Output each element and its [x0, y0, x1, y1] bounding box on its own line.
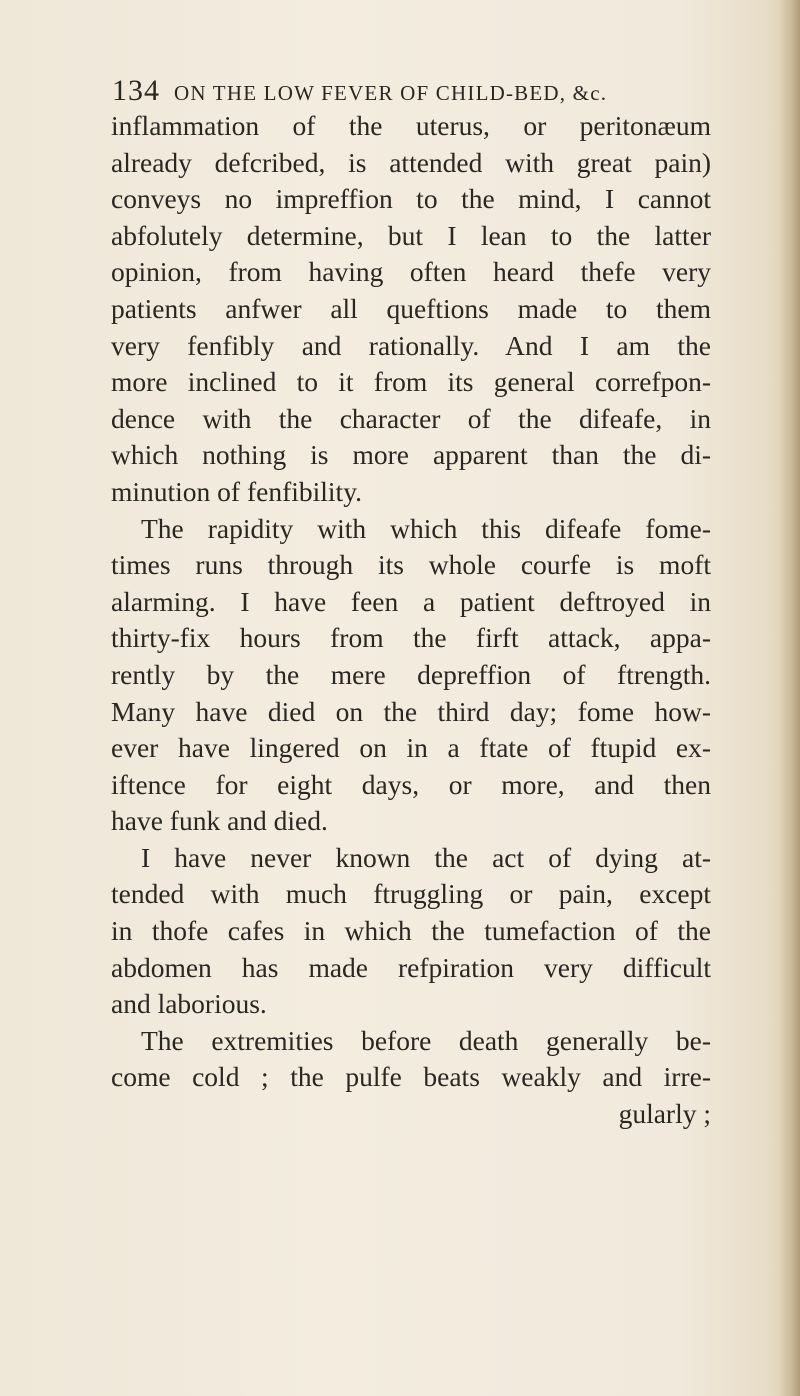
text-line: more inclined to it from its general correfpon- — [111, 366, 711, 398]
text-line: have funk and died. — [111, 805, 328, 837]
text-line: inflammation of the uterus, or peritonæum — [111, 110, 711, 141]
text-line: ever have lingered on in a ftate of ftupid ex- — [111, 732, 711, 764]
text-line: minution of fenfibility. — [111, 475, 363, 507]
text-line: The rapidity with which this difeafe fome- — [141, 512, 711, 544]
text-line: thirty-fix hours from the firft attack, appa- — [111, 622, 711, 654]
text-line: The extremities before death generally be- — [141, 1024, 711, 1056]
text-line: dence with the character of the difeafe, in — [111, 402, 711, 434]
body-text — [111, 108, 711, 1133]
text-line: come cold ; the pulfe beats weakly and irre- — [111, 1061, 711, 1093]
text-line: abfolutely determine, but I lean to the latter — [111, 219, 711, 251]
text-line: iftence for eight days, or more, and then — [111, 768, 711, 800]
text-line: and laborious. — [111, 988, 267, 1020]
text-line: which nothing is more apparent than the di- — [111, 439, 711, 471]
text-line: already defcribed, is attended with great pain) — [111, 146, 711, 178]
text-line: alarming. I have feen a patient deftroyed in — [111, 585, 711, 617]
text-line: opinion, from having often heard thefe very — [111, 256, 711, 288]
text-line: rently by the mere depreffion of ftrength. — [111, 658, 711, 690]
text-line: I have never known the act of dying at- — [141, 841, 711, 873]
text-line: Many have died on the third day; fome how- — [111, 695, 711, 727]
page-edge-shadow — [778, 0, 800, 1396]
running-head: ON THE LOW FEVER OF CHILD-BED, &c. — [174, 81, 608, 105]
text-line: patients anfwer all queftions made to them — [111, 292, 711, 324]
catchword-line: gularly ; — [618, 1098, 711, 1130]
text-line: conveys no impreffion to the mind, I cannot — [111, 183, 711, 215]
text-line: in thofe cafes in which the tumefaction of the — [111, 915, 711, 947]
text-line: very fenfibly and rationally. And I am the — [111, 329, 711, 361]
text-line: abdomen has made refpiration very difficult — [111, 951, 711, 983]
page-number: 134 — [112, 74, 160, 107]
text-line: times runs through its whole courfe is moft — [111, 549, 711, 581]
text-line: tended with much ftruggling or pain, except — [111, 878, 711, 910]
